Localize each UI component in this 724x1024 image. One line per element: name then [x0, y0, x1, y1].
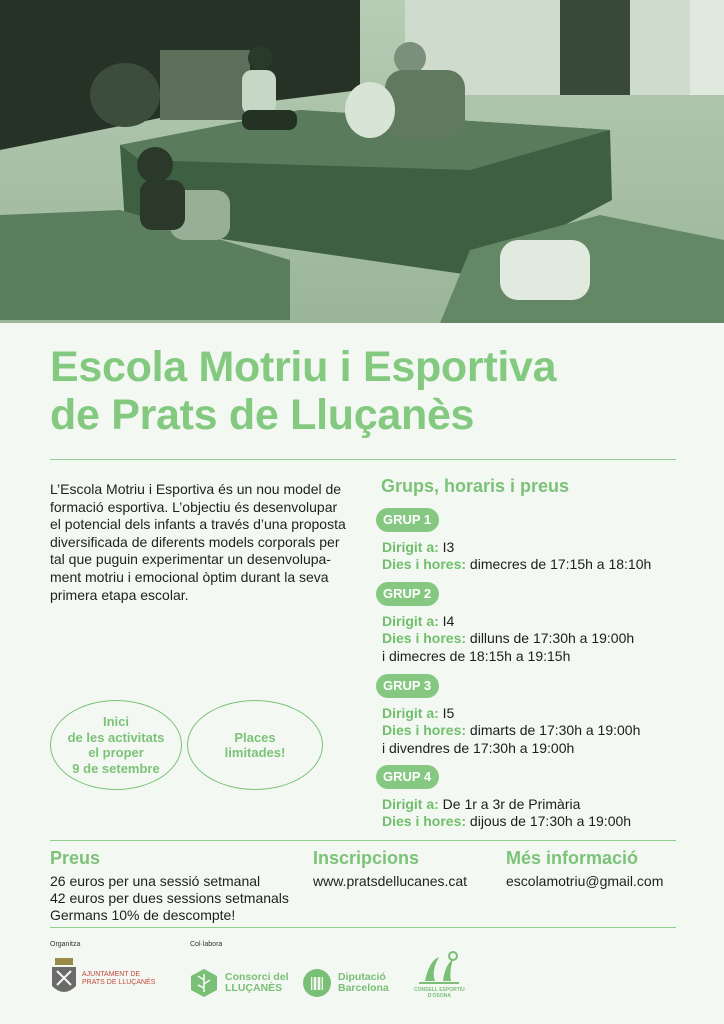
intro-line: tal que puguin experimentar un desenvolupa- [50, 551, 331, 568]
days-value: dimarts de 17:30h a 19:00h [469, 722, 641, 739]
days-label: Dies i hores: [382, 722, 467, 739]
group-directed [376, 539, 676, 557]
start-badge-line: Inici [102, 714, 129, 729]
diputacio-emblem-icon [302, 968, 332, 998]
divider-middle [50, 840, 676, 841]
children-playing-on-gym-mats-photo [0, 0, 724, 323]
start-badge-line: el proper [88, 745, 144, 760]
start-badge-line: de les activitats [67, 729, 165, 745]
consorci-line: Consorci del [225, 970, 289, 983]
intro-line: diversificada de diferents models corporals per [50, 533, 340, 550]
intro-line: L’Escola Motriu i Esportiva és un nou model de [50, 481, 342, 497]
group-days-extra: i divendres de 17:30h a 19:00h [382, 739, 575, 756]
info-heading: Més informació [506, 848, 639, 868]
registration-url[interactable]: www.pratsdellucanes.cat [313, 873, 468, 889]
consorci-line: LLUÇANÈS [225, 982, 283, 994]
days-value: dijous de 17:30h a 19:00h [469, 813, 632, 830]
consell-line: CONSELL ESPORTIU [414, 987, 465, 993]
group-directed [376, 613, 676, 631]
days-value: dimecres de 17:15h a 18:10h [469, 556, 652, 573]
hero-photo [0, 0, 724, 323]
directed-value: I3 [442, 538, 455, 555]
divider-top [50, 459, 676, 460]
price-line: 42 euros per dues sessions setmanals [50, 890, 289, 906]
diputacio-line: Barcelona [338, 982, 389, 994]
intro-line: primera etapa escolar. [50, 586, 189, 603]
group-days [376, 722, 676, 740]
places-badge-line: Places [234, 729, 276, 745]
directed-label: Dirigit a: [382, 612, 439, 629]
group-days [376, 556, 676, 574]
days-value: dilluns de 17:30h a 19:00h [469, 630, 635, 647]
intro-paragraph [50, 481, 350, 604]
diputacio-line: Diputació [338, 970, 386, 983]
start-badge-line: 9 de setembre [72, 760, 160, 776]
consell-esportiu-logo [414, 951, 465, 999]
intro-line: ment motriu i emocional òptim durant la seva [50, 568, 329, 585]
group-badge: GRUP 2 [376, 582, 439, 606]
ajuntament-logo [50, 958, 155, 1000]
title-line-2: de Prats de Lluçanès [50, 391, 475, 439]
directed-value: I4 [442, 612, 455, 629]
consorci-logo [189, 968, 289, 998]
divider-bottom [50, 927, 676, 928]
title-line-1: Escola Motriu i Esportiva [50, 343, 557, 391]
group-2 [376, 582, 676, 665]
group-badge: GRUP 1 [376, 508, 439, 532]
ajuntament-line: AJUNTAMENT DE [82, 970, 141, 978]
group-3 [376, 674, 676, 757]
price-line: Germans 10% de descompte! [50, 907, 236, 923]
directed-value: I5 [442, 704, 455, 721]
directed-label: Dirigit a: [382, 538, 439, 555]
intro-line: el potencial dels infants a través d’una proposta [50, 516, 346, 533]
days-label: Dies i hores: [382, 556, 467, 573]
prices-heading: Preus [50, 848, 101, 868]
organizer-label: Organitza [50, 941, 81, 948]
directed-label: Dirigit a: [382, 795, 439, 812]
group-days [376, 813, 676, 831]
price-line: 26 euros per una sessió setmanal [50, 873, 261, 889]
intro-line: formació esportiva. L’objectiu és desenvolupar [50, 498, 338, 515]
directed-value: De 1r a 3r de Primària [442, 795, 581, 812]
page-title [50, 343, 690, 439]
prices-list [50, 873, 289, 924]
group-1 [376, 508, 676, 574]
directed-label: Dirigit a: [382, 704, 439, 721]
collab-label: Col·labora [190, 941, 223, 948]
diputacio-logo [302, 968, 389, 998]
days-label: Dies i hores: [382, 813, 467, 830]
consell-line: D'OSONA [427, 993, 451, 999]
group-directed [376, 705, 676, 723]
group-days-extra: i dimecres de 18:15h a 19:15h [382, 647, 571, 664]
hexagon-leaf-icon [189, 968, 219, 998]
group-badge: GRUP 4 [376, 765, 439, 789]
group-4 [376, 765, 676, 831]
info-email[interactable]: escolamotriu@gmail.com [506, 873, 664, 889]
start-date-badge [50, 700, 182, 790]
group-days [376, 630, 676, 648]
registration-heading: Inscripcions [313, 848, 420, 868]
group-badge: GRUP 3 [376, 674, 439, 698]
schedule-title: Grups, horaris i preus [381, 476, 570, 496]
group-directed [376, 796, 676, 814]
ajuntament-line: PRATS DE LLUÇANÈS [82, 979, 156, 986]
limited-places-badge [187, 700, 323, 790]
days-label: Dies i hores: [382, 630, 467, 647]
places-badge-line: limitades! [224, 745, 286, 760]
runner-figure-icon [417, 951, 461, 987]
coat-of-arms-icon [50, 958, 78, 1000]
